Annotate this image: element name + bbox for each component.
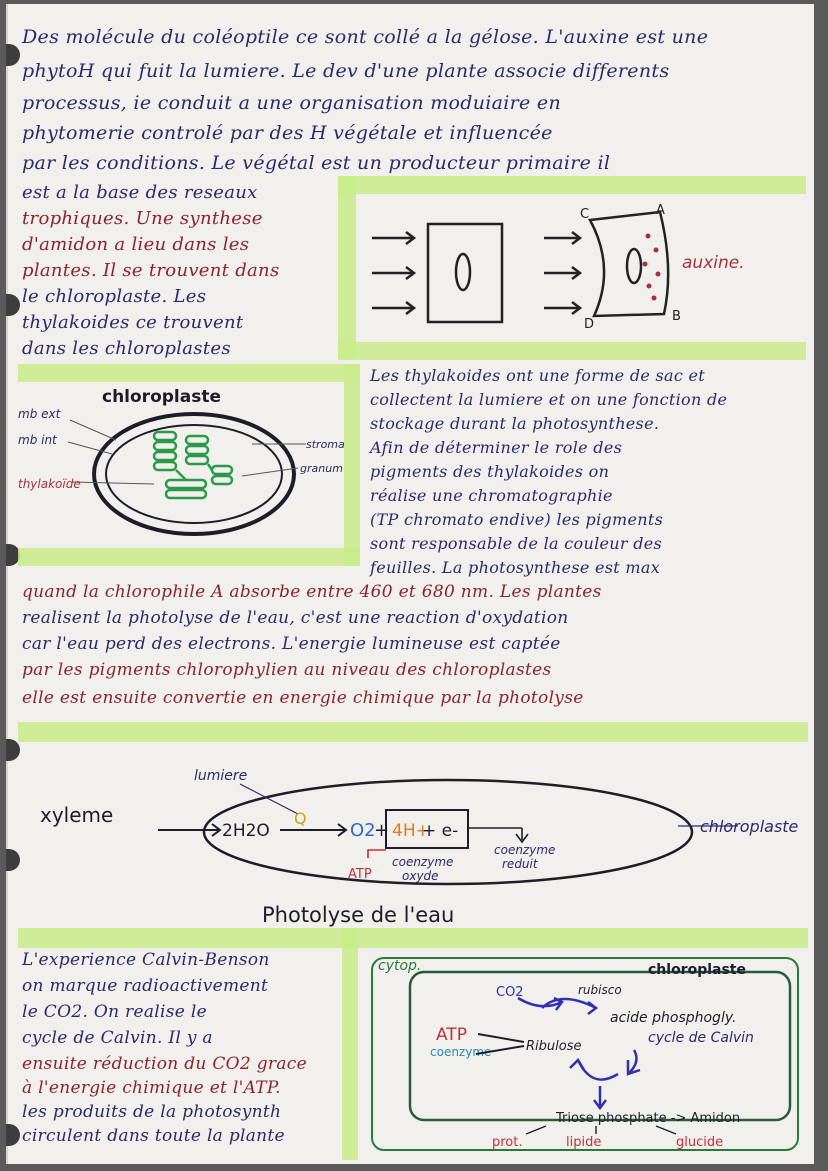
coenzyme-label: coenzyme bbox=[430, 1045, 492, 1059]
rubisco-label: rubisco bbox=[578, 983, 622, 997]
electron-label: + e- bbox=[422, 821, 459, 841]
note-line: à l'energie chimique et l'ATP. bbox=[22, 1078, 281, 1098]
binder-hole bbox=[6, 44, 20, 66]
note-line: ensuite réduction du CO2 grace bbox=[22, 1054, 307, 1074]
o2-label: O2 bbox=[350, 820, 376, 841]
cytop-label: cytop. bbox=[378, 958, 422, 974]
note-line: les produits de la photosynth bbox=[22, 1102, 282, 1122]
auxin-diagram bbox=[358, 198, 806, 338]
note-line: on marque radioactivement bbox=[22, 976, 269, 996]
label-b: B bbox=[672, 309, 681, 324]
green-band bbox=[344, 364, 360, 566]
label-mb-ext: mb ext bbox=[18, 407, 61, 421]
note-line: phytomerie controlé par des H végétale et influencée bbox=[22, 122, 553, 144]
note-line: collectent la lumiere et on une fonction de bbox=[370, 390, 728, 409]
note-line: processus, ie conduit a une organisation moduiaire en bbox=[22, 92, 562, 114]
note-line: plantes. Il se trouvent dans bbox=[22, 260, 280, 281]
auxine-label: auxine. bbox=[682, 253, 745, 273]
photolyse-title: Photolyse de l'eau bbox=[262, 903, 455, 927]
note-line: circulent dans toute la plante bbox=[22, 1126, 285, 1146]
green-band bbox=[338, 176, 806, 194]
lipide-label: lipide bbox=[566, 1135, 602, 1150]
atp-label: ATP bbox=[348, 867, 372, 882]
chloroplaste-label: chloroplaste bbox=[700, 817, 799, 836]
prot-label: prot. bbox=[492, 1135, 523, 1150]
note-line: pigments des thylakoides on bbox=[370, 462, 610, 481]
chloroplaste-label: chloroplaste bbox=[648, 962, 746, 978]
xyleme-label: xyleme bbox=[40, 803, 114, 827]
note-line: trophiques. Une synthese bbox=[22, 208, 263, 229]
label-d: D bbox=[584, 317, 595, 332]
note-line: feuilles. La photosynthese est max bbox=[370, 558, 661, 577]
note-line: par les conditions. Le végétal est un producteur primaire il bbox=[22, 152, 611, 174]
label-granum: granum bbox=[300, 462, 343, 475]
co2-label: CO2 bbox=[496, 985, 524, 1000]
calvin-diagram bbox=[366, 950, 806, 1158]
water-formula: 2H2O bbox=[222, 821, 270, 841]
cycle-label: cycle de Calvin bbox=[648, 1030, 754, 1046]
note-line: Afin de déterminer le role des bbox=[370, 438, 623, 457]
glucide-label: glucide bbox=[676, 1135, 724, 1150]
plus-label: + bbox=[374, 820, 390, 841]
reduit-label: reduit bbox=[502, 857, 538, 871]
note-line: L'experience Calvin-Benson bbox=[22, 950, 270, 970]
note-line: (TP chromato endive) les pigments bbox=[370, 510, 664, 529]
note-line: elle est ensuite convertie en energie chimique par la photolyse bbox=[22, 688, 584, 708]
lumiere-label: lumiere bbox=[194, 768, 248, 784]
green-band bbox=[18, 548, 360, 566]
green-band bbox=[338, 176, 356, 358]
acide-label: acide phosphogly. bbox=[610, 1010, 737, 1026]
note-line: cycle de Calvin. Il y a bbox=[22, 1028, 213, 1048]
green-band bbox=[18, 364, 360, 382]
note-line: par les pigments chlorophylien au niveau des chloroplastes bbox=[22, 660, 552, 680]
note-line: Les thylakoides ont une forme de sac et bbox=[370, 366, 706, 385]
green-band bbox=[342, 928, 358, 1160]
note-line: Des molécule du coléoptile ce sont collé a la gélose. L'auxine est une bbox=[22, 26, 709, 48]
label-a: A bbox=[656, 203, 665, 218]
note-line: est a la base des reseaux bbox=[22, 182, 258, 203]
note-line: realisent la photolyse de l'eau, c'est une reaction d'oxydation bbox=[22, 608, 569, 628]
ribulose-label: Ribulose bbox=[526, 1039, 582, 1054]
note-line: réalise une chromatographie bbox=[370, 486, 613, 505]
binder-hole bbox=[6, 294, 20, 316]
binder-hole bbox=[6, 1124, 20, 1146]
atp-label: ATP bbox=[436, 1025, 467, 1045]
notebook-page bbox=[6, 4, 814, 1164]
green-band bbox=[338, 342, 806, 360]
note-line: thylakoides ce trouvent bbox=[22, 312, 244, 333]
photolyse-diagram bbox=[18, 754, 808, 934]
green-band bbox=[18, 722, 808, 742]
oxyde-label: oxyde bbox=[402, 869, 439, 883]
note-line: le CO2. On realise le bbox=[22, 1002, 207, 1022]
label-thylakoide: thylakoïde bbox=[18, 477, 81, 491]
h-plus-label: 4H+ bbox=[392, 821, 430, 841]
label-stroma: stroma bbox=[306, 438, 345, 451]
label-c: C bbox=[580, 207, 590, 222]
note-line: quand la chlorophile A absorbe entre 460 et 680 nm. Les plantes bbox=[22, 582, 602, 602]
note-line: sont responsable de la couleur des bbox=[370, 534, 663, 553]
note-line: car l'eau perd des electrons. L'energie lumineuse est captée bbox=[22, 634, 561, 654]
note-line: d'amidon a lieu dans les bbox=[22, 234, 250, 255]
note-line: le chloroplaste. Les bbox=[22, 286, 207, 307]
coenzyme-ox-label: coenzyme bbox=[392, 855, 454, 869]
chloroplaste-title: chloroplaste bbox=[102, 387, 221, 407]
label-mb-int: mb int bbox=[18, 433, 57, 447]
note-line: phytoH qui fuit la lumiere. Le dev d'une plante associe differents bbox=[22, 60, 670, 82]
note-line: dans les chloroplastes bbox=[22, 338, 231, 359]
coenzyme-red-label: coenzyme bbox=[494, 843, 556, 857]
chloroplast-diagram bbox=[16, 384, 346, 548]
light-mark: Q bbox=[294, 809, 307, 828]
note-line: stockage durant la photosynthese. bbox=[370, 414, 660, 433]
triose-label: Triose phosphate -> Amidon bbox=[556, 1111, 741, 1126]
